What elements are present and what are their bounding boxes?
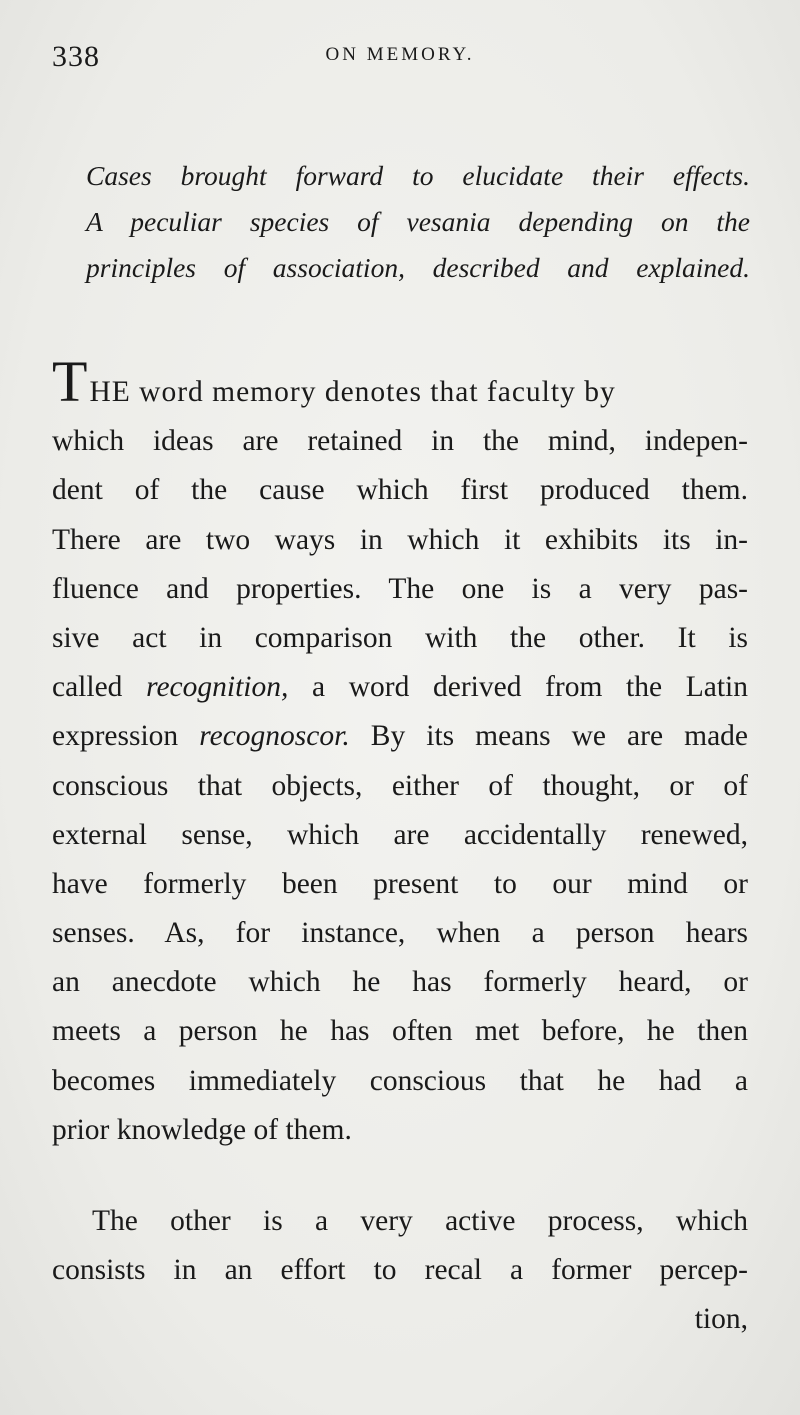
text-line: which ideas are retained in the mind, indepen-: [52, 425, 748, 458]
text-line: have formerly been present to our mind or: [52, 867, 748, 900]
text-line: tion,: [694, 1303, 748, 1335]
chapter-summary: [86, 153, 750, 291]
paragraph-1: [52, 349, 749, 1155]
italic-term: recognoscor.: [199, 720, 350, 753]
page-number: 338: [52, 40, 100, 73]
text-line-with-italic: called recognition, a word derived from the Latin: [52, 671, 748, 704]
text-line: an anecdote which he has formerly heard, or: [52, 966, 748, 999]
text-line: senses. As, for instance, when a person hears: [52, 917, 748, 950]
running-head: ON MEMORY.: [325, 44, 475, 65]
summary-line: Cases brought forward to elucidate their effects.: [86, 160, 750, 191]
text-line: meets a person he has often met before, he then: [52, 1015, 748, 1048]
text-line: dent of the cause which first produced them.: [52, 474, 748, 507]
text-line: prior knowledge of them.: [52, 1113, 352, 1146]
text-line: The other is a very active process, which: [92, 1205, 748, 1237]
text-line: becomes immediately conscious that he had a: [52, 1064, 748, 1097]
text-line: sive act in comparison with the other. It is: [52, 621, 748, 654]
first-line-text: HE word memory denotes that faculty by: [89, 376, 616, 408]
summary-line: A peculiar species of vesania depending on the: [86, 206, 750, 237]
text-line-with-italic: expression recognoscor. By its means we are made: [52, 720, 749, 753]
italic-term: recognition,: [146, 671, 289, 704]
first-line: [52, 349, 748, 417]
text-line: There are two ways in which it exhibits its in-: [52, 523, 748, 556]
text-line: fluence and properties. The one is a very pas-: [52, 572, 748, 605]
text-line: consists in an effort to recal a former percep-: [52, 1254, 748, 1286]
paragraph-2: [52, 1197, 748, 1344]
text-line: conscious that objects, either of thought, or of: [52, 769, 748, 802]
summary-line: principles of association, described and explained.: [86, 252, 750, 283]
drop-cap: T: [52, 349, 88, 414]
text-line: external sense, which are accidentally renewed,: [52, 818, 748, 851]
